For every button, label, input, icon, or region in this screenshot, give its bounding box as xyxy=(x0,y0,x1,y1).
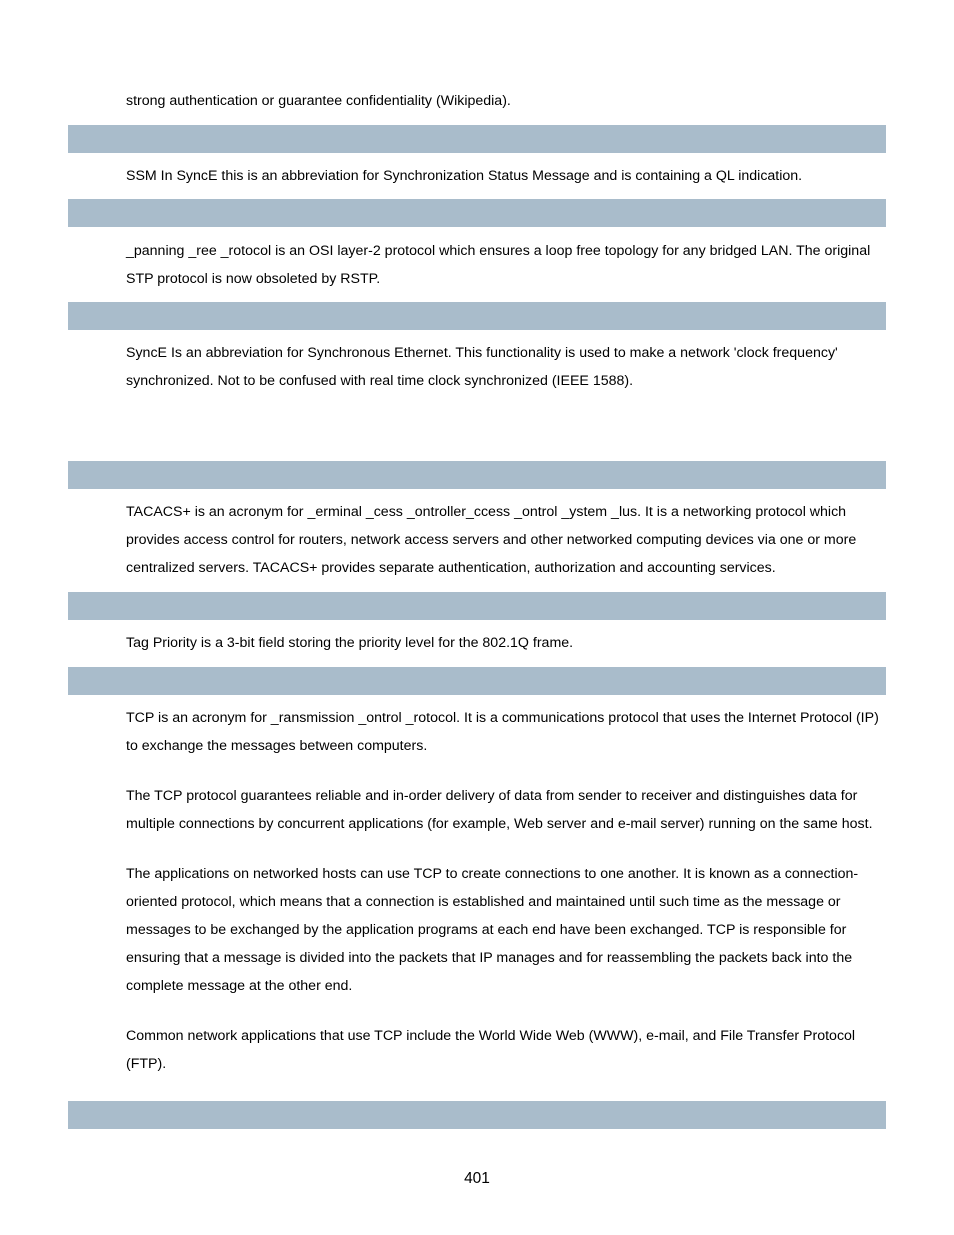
paragraph-tcp-3: The applications on networked hosts can use TCP to create connections to one another. It is known as a connection-oriented protocol, which means that a connection is established and maintained until such time as the message or messages to be exchanged by the application programs at each end have been exchanged. TCP is responsible for ensuring that a message is divided into the packets that IP manages and for reassembling the packets back into the complete message at the other end. xyxy=(126,866,859,994)
paragraph-tcp-4: Common network applications that use TCP include the World Wide Web (WWW), e-mail, and File Transfer Protocol (FTP). xyxy=(126,1028,856,1072)
paragraph-tacacs: TACACS+ is an acronym for _erminal _cess _ontroller_ccess _ontrol _ystem _lus. It is a networking protocol which provides access control for routers, network access servers and other networked computing devices via one or more centralized servers. TACACS+ provides separate authentication, authorization and accounting services. xyxy=(126,504,857,576)
paragraph-synce: SyncE Is an abbreviation for Synchronous Ethernet. This functionality is used to make a network 'clock frequency' synchronized. Not to be confused with real time clock synchronized (IEEE 1588). xyxy=(126,345,838,389)
section-bar-tag-priority xyxy=(68,592,886,620)
paragraph-stp: _panning _ree _rotocol is an OSI layer-2 protocol which ensures a loop free topology for any bridged LAN. The original STP protocol is now obsoleted by RSTP. xyxy=(126,243,871,287)
paragraph-tag-priority: Tag Priority is a 3-bit field storing the priority level for the 802.1Q frame. xyxy=(126,635,574,651)
section-bar-stp xyxy=(68,199,886,227)
section-bar-ssm xyxy=(68,125,886,153)
paragraph-tcp-2: The TCP protocol guarantees reliable and in-order delivery of data from sender to receiver and distinguishes data for multiple connections by concurrent applications (for example, Web server and e-mail server) running on the same host. xyxy=(126,788,873,832)
paragraph-ssm: SSM In SyncE this is an abbreviation for Synchronization Status Message and is containing a QL indication. xyxy=(126,168,803,184)
section-bar-tacacs xyxy=(68,461,886,489)
paragraph-auth: strong authentication or guarantee confidentiality (Wikipedia). xyxy=(126,93,511,109)
section-bar-next xyxy=(68,1101,886,1129)
page-number: 401 xyxy=(464,1170,490,1187)
section-bar-tcp xyxy=(68,667,886,695)
paragraph-tcp-1: TCP is an acronym for _ransmission _ontrol _rotocol. It is a communications protocol that uses the Internet Protocol (IP) to exchange the messages between computers. xyxy=(126,710,879,754)
section-bar-synce xyxy=(68,302,886,330)
